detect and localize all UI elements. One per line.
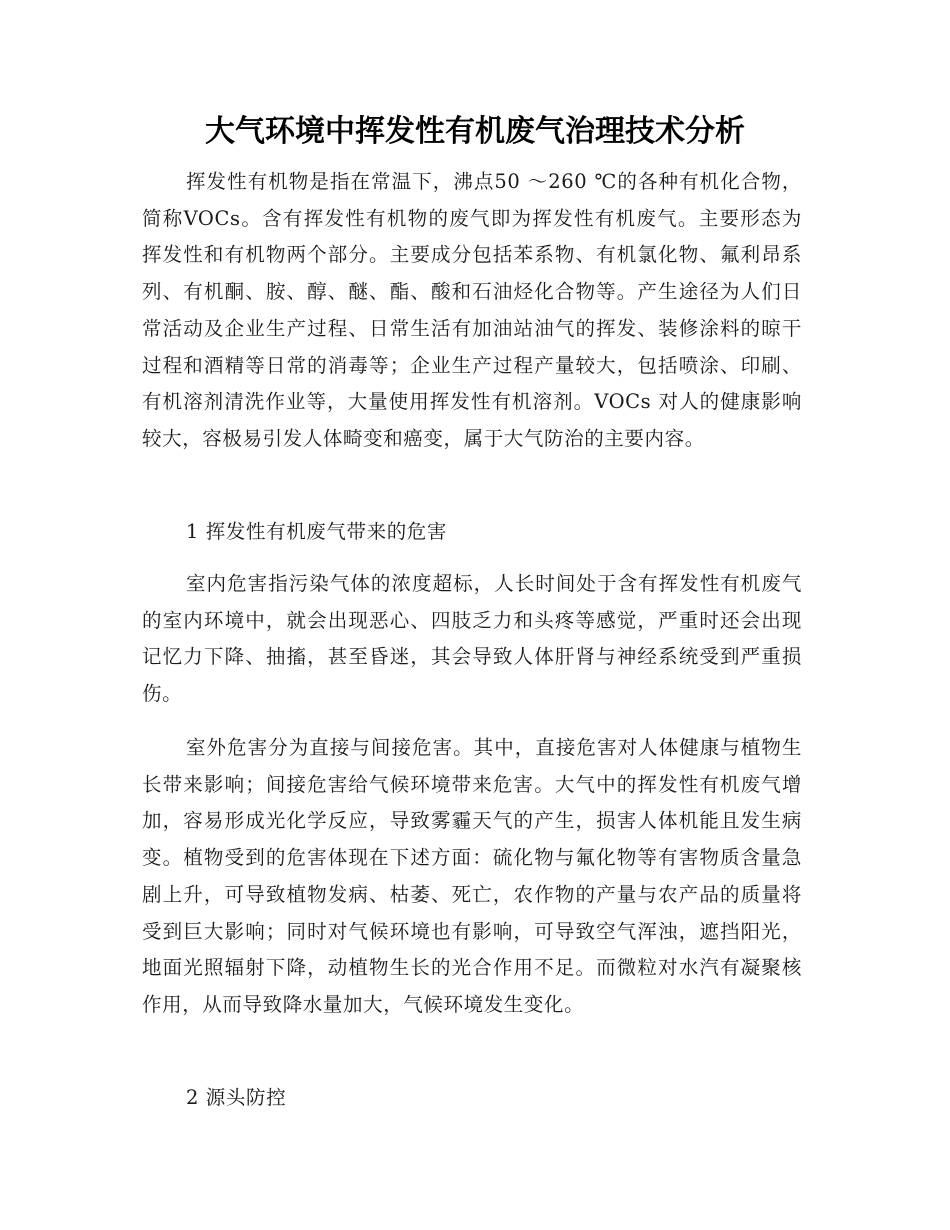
intro-paragraph: 挥发性有机物是指在常温下，沸点50 ～260 ℃的各种有机化合物，简称VOCs。含有挥发性有机物的废气即为挥发性有机废气。主要形态为挥发性和有机物两个部分。主要成分包括苯系物、有机氯化物、氟利昂系列、有机酮、胺、醇、醚、酯、酸和石油烃化合物等。产生途径为人们日常活动及企业生产过程、日常生活有加油站油气的挥发、装修涂料的晾干过程和酒精等日常的消毒等；企业生产过程产量较大，包括喷涂、印刷、有机溶剂清洗作业等，大量使用挥发性有机溶剂。VOCs 对人的健康影响较大，容极易引发人体畸变和癌变，属于大气防治的主要内容。	[142, 170, 802, 450]
outdoor-hazards-paragraph: 室外危害分为直接与间接危害。其中，直接危害对人体健康与植物生长带来影响；间接危害给气候环境带来危害。大气中的挥发性有机废气增加，容易形成光化学反应，导致雾霾天气的产生，损害人体机能且发生病变。植物受到的危害体现在下述方面：硫化物与氟化物等有害物质含量急剧上升，可导致植物发病、枯萎、死亡，农作物的产量与农产品的质量将受到巨大影响；同时对气候环境也有影响，可导致空气浑浊，遮挡阳光，地面光照辐射下降，动植物生长的光合作用不足。而微粒对水汽有凝聚核作用，从而导致降水量加大，气候环境发生变化。	[142, 736, 802, 1016]
document-title: 大气环境中挥发性有机废气治理技术分析	[205, 114, 745, 149]
indoor-hazards-paragraph: 室内危害指污染气体的浓度超标，人长时间处于含有挥发性有机废气的室内环境中，就会出现恶心、四肢乏力和头疼等感觉，严重时还会出现记忆力下降、抽搐，甚至昏迷，其会导致人体肝肾与神经系统受到严重损伤。	[142, 572, 802, 706]
section-heading-source-control: 2 源头防控	[186, 1086, 287, 1109]
section-heading-hazards: 1 挥发性有机废气带来的危害	[186, 520, 448, 543]
